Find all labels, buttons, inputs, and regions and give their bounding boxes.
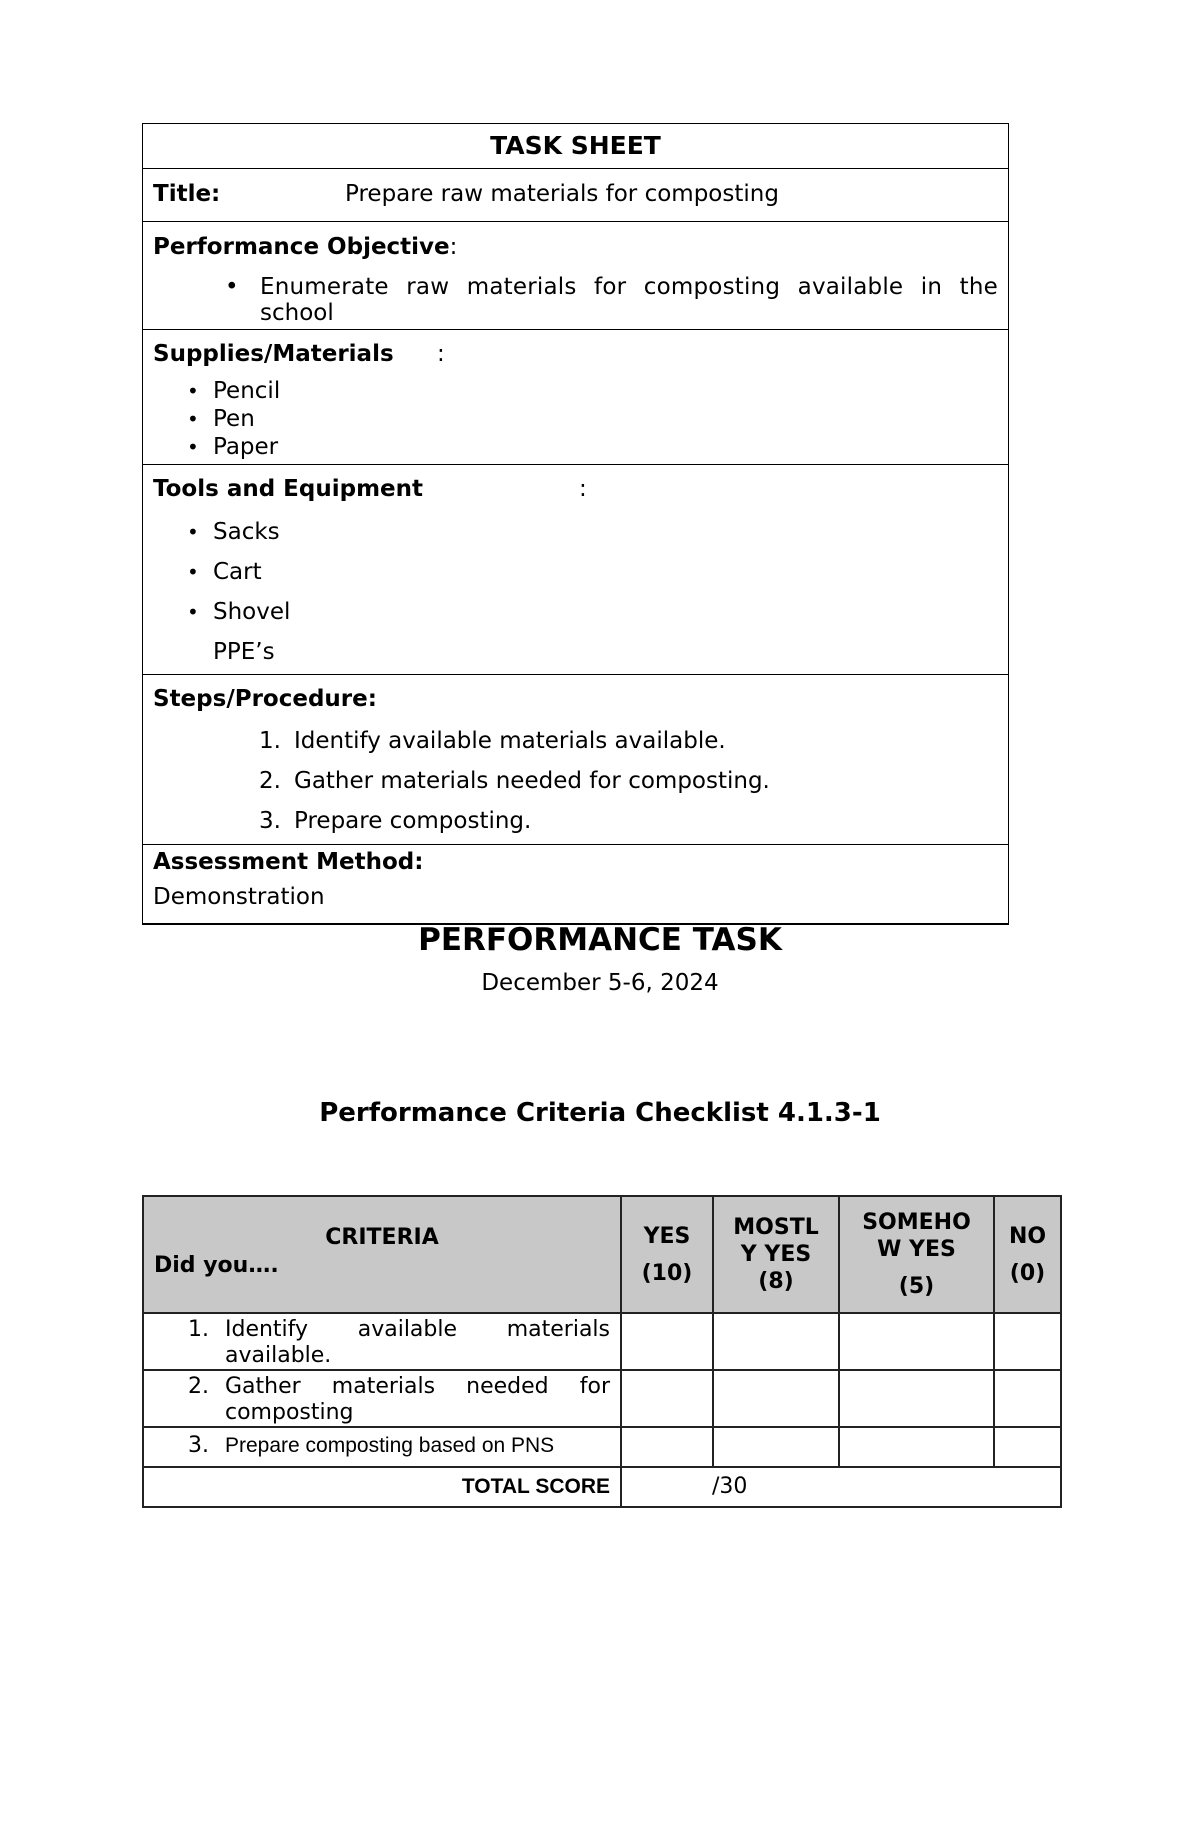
task-sheet-table bbox=[142, 123, 1009, 925]
criteria-cell: 1. Identify available materials available. bbox=[143, 1313, 621, 1370]
bullet-icon: • bbox=[187, 407, 199, 431]
list-item: PPE’s bbox=[213, 639, 275, 665]
no-checkbox-cell[interactable] bbox=[994, 1370, 1061, 1427]
list-item: • Shovel bbox=[153, 592, 998, 632]
steps-list bbox=[153, 726, 998, 846]
list-item: • Sacks bbox=[153, 512, 998, 552]
table-row bbox=[143, 1427, 1061, 1467]
table-row bbox=[143, 1313, 1061, 1370]
mostly-yes-checkbox-cell[interactable] bbox=[713, 1427, 839, 1467]
somehow-yes-header: SOMEHO W YES (5) bbox=[839, 1196, 994, 1313]
mostly-yes-checkbox-cell[interactable] bbox=[713, 1370, 839, 1427]
table-row bbox=[143, 1370, 1061, 1427]
somehow-yes-checkbox-cell[interactable] bbox=[839, 1313, 994, 1370]
supplies-colon: : bbox=[437, 341, 445, 367]
no-checkbox-cell[interactable] bbox=[994, 1427, 1061, 1467]
yes-checkbox-cell[interactable] bbox=[621, 1427, 713, 1467]
bullet-icon: • bbox=[187, 379, 199, 403]
title-label: Title: bbox=[153, 181, 221, 207]
bullet-icon: • bbox=[187, 560, 199, 584]
checklist-title: Performance Criteria Checklist 4.1.3-1 bbox=[319, 1098, 881, 1128]
tools-list bbox=[153, 512, 998, 672]
total-score-value: /30 bbox=[621, 1467, 1061, 1507]
list-item: • Cart bbox=[153, 552, 998, 592]
objective-item bbox=[153, 274, 998, 300]
tools-row bbox=[143, 465, 1008, 675]
task-sheet-heading: TASK SHEET bbox=[143, 124, 1008, 169]
list-item: • Pencil bbox=[187, 378, 281, 404]
steps-row bbox=[143, 675, 1008, 845]
performance-task-title: PERFORMANCE TASK bbox=[418, 922, 782, 958]
yes-checkbox-cell[interactable] bbox=[621, 1370, 713, 1427]
mostly-yes-checkbox-cell[interactable] bbox=[713, 1313, 839, 1370]
assessment-value: Demonstration bbox=[153, 884, 325, 910]
bullet-icon: • bbox=[225, 274, 239, 300]
title-value: Prepare raw materials for composting bbox=[345, 181, 779, 207]
objective-label: Performance Objective bbox=[153, 234, 450, 260]
criteria-cell: 3. Prepare composting based on PNS bbox=[143, 1427, 621, 1467]
supplies-list bbox=[153, 377, 998, 461]
yes-checkbox-cell[interactable] bbox=[621, 1313, 713, 1370]
list-item: 2. Gather materials needed for composting. bbox=[259, 768, 770, 794]
yes-header: YES (10) bbox=[621, 1196, 713, 1313]
table-header-row bbox=[143, 1196, 1061, 1313]
assessment-label: Assessment Method: bbox=[153, 849, 424, 875]
assessment-row bbox=[143, 845, 1008, 925]
did-you-label: Did you…. bbox=[154, 1253, 279, 1278]
tools-label: Tools and Equipment bbox=[153, 476, 424, 502]
steps-label: Steps/Procedure: bbox=[153, 686, 377, 712]
bullet-icon: • bbox=[187, 435, 199, 459]
objective-text-line2: school bbox=[260, 300, 334, 326]
total-score-label: TOTAL SCORE bbox=[143, 1467, 621, 1507]
criteria-header bbox=[143, 1196, 621, 1313]
criteria-checklist-table bbox=[142, 1195, 1062, 1508]
list-item: • Pen bbox=[187, 406, 255, 432]
list-item: • Paper bbox=[187, 434, 279, 460]
performance-task-date: December 5-6, 2024 bbox=[481, 970, 719, 996]
objective-text-line1: Enumerate raw materials for composting available in the bbox=[260, 274, 998, 300]
tools-colon: : bbox=[579, 476, 587, 502]
bullet-icon: • bbox=[187, 600, 199, 624]
mostly-yes-header: MOSTL Y YES (8) bbox=[713, 1196, 839, 1313]
supplies-row bbox=[143, 330, 1008, 465]
total-score-row bbox=[143, 1467, 1061, 1507]
objective-colon: : bbox=[449, 234, 458, 260]
bullet-icon: • bbox=[187, 520, 199, 544]
criteria-cell: 2. Gather materials needed for composting bbox=[143, 1370, 621, 1427]
somehow-yes-checkbox-cell[interactable] bbox=[839, 1427, 994, 1467]
title-row bbox=[143, 169, 1008, 222]
criteria-header-label: CRITERIA bbox=[325, 1225, 439, 1250]
no-header: NO (0) bbox=[994, 1196, 1061, 1313]
somehow-yes-checkbox-cell[interactable] bbox=[839, 1370, 994, 1427]
list-item: 3. Prepare composting. bbox=[259, 808, 532, 834]
supplies-label: Supplies/Materials bbox=[153, 341, 394, 367]
objective-row bbox=[143, 222, 1008, 330]
list-item: 1. Identify available materials available. bbox=[259, 728, 726, 754]
no-checkbox-cell[interactable] bbox=[994, 1313, 1061, 1370]
